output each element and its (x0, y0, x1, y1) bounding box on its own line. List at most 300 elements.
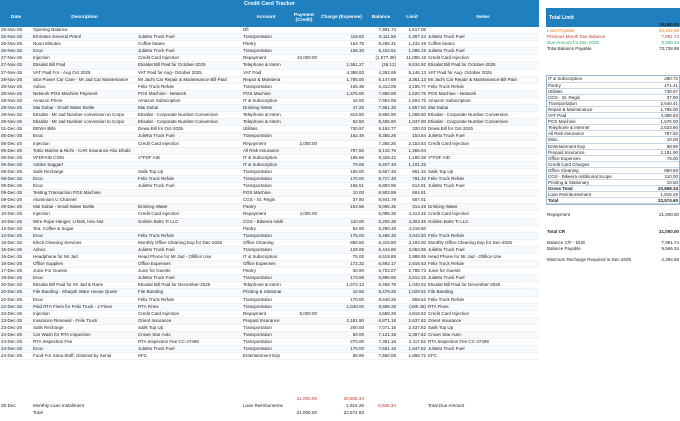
table-row[interactable] (0, 275, 539, 282)
cell[interactable]: Network POS Machine Payment (32, 90, 137, 97)
table-row[interactable] (0, 147, 539, 154)
cell[interactable] (290, 225, 318, 232)
cell[interactable]: 7,561.18 (365, 346, 397, 353)
cell[interactable]: 24-Dec-25 (0, 353, 32, 360)
cell[interactable]: RTA Inspection Fee CC-47498 (137, 339, 242, 346)
cell[interactable]: Enoc (32, 183, 137, 190)
table-row[interactable] (0, 232, 539, 239)
cell[interactable] (318, 310, 365, 317)
cell[interactable]: Enoc (32, 296, 137, 303)
cell[interactable]: 9,095.35 (365, 204, 397, 211)
cell[interactable]: 9,192.77 (365, 126, 397, 133)
cell[interactable]: Head Phone for Mr Jad - Ollifice Use (137, 254, 242, 261)
cell[interactable] (290, 261, 318, 268)
cell[interactable]: Transportation (242, 296, 290, 303)
cell[interactable] (137, 197, 242, 204)
cell[interactable]: 7,391.18 (365, 339, 397, 346)
cell[interactable]: 914.60 (318, 112, 365, 119)
cell[interactable]: IT & Subscription (242, 161, 290, 168)
cell[interactable] (290, 254, 318, 261)
cell[interactable]: 29-Nov-25 (0, 119, 32, 126)
cell[interactable]: Amazon Subscription (137, 97, 242, 104)
cell[interactable]: 1,047.00 (397, 119, 427, 126)
cell[interactable]: 11,086.19 (397, 55, 427, 62)
cell[interactable]: 175.00 (318, 232, 365, 239)
cell[interactable]: 5,205.35 (365, 218, 397, 225)
cell[interactable]: Tokio Marine & Nichi - CAR Insurance Abu Dhabi (32, 147, 137, 154)
cell[interactable]: 06-Dec-25 (0, 154, 32, 161)
cell[interactable]: Transportation (242, 83, 290, 90)
cell[interactable]: 859.52 (397, 296, 427, 303)
cell[interactable]: 4,043.50 (397, 232, 427, 239)
cell[interactable]: 1,557.50 (397, 105, 427, 112)
cell[interactable]: 3,361.13 (397, 76, 427, 83)
cell[interactable]: 8,865.90 (365, 112, 397, 119)
table-row[interactable] (0, 83, 539, 90)
cell[interactable]: File Banding (427, 289, 539, 296)
cell[interactable]: 10,000.00 (290, 55, 318, 62)
table-row[interactable] (0, 133, 539, 140)
cell[interactable]: 787.50 (318, 147, 365, 154)
cell[interactable]: 1,604.75 (397, 97, 427, 104)
cell[interactable]: 2,785.73 (397, 268, 427, 275)
cell[interactable]: 26-Nov-25 (0, 41, 32, 48)
table-row[interactable] (0, 254, 539, 261)
cell[interactable]: Julietto Truck Fuel (427, 275, 539, 282)
table-row[interactable] (0, 48, 539, 55)
cell[interactable]: 156.30 (318, 48, 365, 55)
cell[interactable]: Coffee beans (427, 41, 539, 48)
cell[interactable] (427, 161, 539, 168)
cell[interactable]: 06-Dec-25 (0, 161, 32, 168)
cell[interactable]: 413.45 (397, 204, 427, 211)
cell[interactable]: 1,397.24 (397, 34, 427, 41)
cell[interactable]: 1,099.50 (397, 112, 427, 119)
cell[interactable]: 12-Dec-25 (0, 225, 32, 232)
cell[interactable]: 24-Dec-25 (0, 339, 32, 346)
cell[interactable]: 09-Dec-25 (0, 204, 32, 211)
cell[interactable]: 30.90 (318, 268, 365, 275)
cell[interactable]: 6,896.65 (365, 275, 397, 282)
cell[interactable]: 6,723.07 (365, 268, 397, 275)
cell[interactable]: 614.81 (397, 183, 427, 190)
cell[interactable]: 6,147.69 (365, 76, 397, 83)
cell[interactable]: 29-Nov-25 (0, 105, 32, 112)
cell[interactable] (290, 296, 318, 303)
cell[interactable]: 170.00 (318, 346, 365, 353)
table-row[interactable] (0, 211, 539, 218)
cell[interactable]: Felix Truck Refule (137, 296, 242, 303)
table-row[interactable] (0, 204, 539, 211)
cell[interactable]: Julietto Truck Fuel (427, 34, 539, 41)
cell[interactable]: 270.00 (318, 339, 365, 346)
cell[interactable]: Food For Xana Staff, Ordered by Xenia (32, 353, 137, 360)
cell[interactable]: All Risk Insurance (242, 147, 290, 154)
table-row[interactable] (0, 197, 539, 204)
cell[interactable]: Etisalat Bill Paid for December-2025 (137, 282, 242, 289)
cell[interactable]: Injection (32, 211, 137, 218)
table-row[interactable] (0, 296, 539, 303)
cell[interactable]: 4,218.50 (397, 225, 427, 232)
cell[interactable]: IT & Subscription (242, 154, 290, 161)
cell[interactable]: 47.25 (318, 105, 365, 112)
cell[interactable]: 1,040.00 (318, 303, 365, 310)
cell[interactable]: Mai Dubai - Small Water Bottle (32, 204, 137, 211)
cell[interactable]: Etisalat - Mr Jad Number conversion to Corpo (32, 112, 137, 119)
cell[interactable] (427, 147, 539, 154)
cell[interactable]: 4,000.00 (290, 211, 318, 218)
cell[interactable]: Wire Rope Hanger, U Bolt, Hex Nut (32, 218, 137, 225)
cell[interactable]: CGS - Bikeera Addit (242, 218, 290, 225)
cell[interactable]: Mai Dubai - Small Water Bottle (32, 105, 137, 112)
cell[interactable]: 1,242.49 (397, 41, 427, 48)
cell[interactable]: 1,086.19 (397, 48, 427, 55)
cell[interactable]: Injection (32, 55, 137, 62)
cell[interactable]: 1,785.00 (318, 76, 365, 83)
cell[interactable]: Etisalat Bill Paid for October-2025 (427, 62, 539, 69)
cell[interactable] (290, 239, 318, 246)
cell[interactable] (290, 346, 318, 353)
cell[interactable] (137, 161, 242, 168)
cell[interactable]: KFC (137, 353, 242, 360)
cell[interactable]: 7,355.26 (365, 140, 397, 147)
cell[interactable]: Mai Dubai (427, 105, 539, 112)
cell[interactable] (290, 232, 318, 239)
cell[interactable]: 23-Dec-25 (0, 317, 32, 324)
cell[interactable]: 52.50 (318, 119, 365, 126)
cell[interactable]: IT & Subscription (242, 254, 290, 261)
cell[interactable]: 9,355.26 (365, 133, 397, 140)
cell[interactable]: 17-Dec-25 (0, 268, 32, 275)
cell[interactable]: VAT Paid for Aug- October 2025 (427, 69, 539, 76)
cell[interactable]: IT & Subscription (242, 97, 290, 104)
cell[interactable] (427, 27, 539, 34)
cell[interactable]: 08-Dec-25 (0, 168, 32, 175)
cell[interactable]: Repayment (242, 140, 290, 147)
cell[interactable]: Transportation (242, 34, 290, 41)
cell[interactable]: KFC (427, 353, 539, 360)
cell[interactable]: 8,557.48 (365, 168, 397, 175)
cell[interactable] (290, 303, 318, 310)
cell[interactable]: 16-Dec-25 (0, 261, 32, 268)
cell[interactable]: 172.32 (318, 261, 365, 268)
cell[interactable]: 25-Nov-25 (0, 34, 32, 41)
cell[interactable]: RTA Fines (137, 303, 242, 310)
cell[interactable]: Adnoc (32, 83, 137, 90)
cell[interactable]: DEWA Bills (32, 126, 137, 133)
cell[interactable]: 2,387.62 (397, 332, 427, 339)
cell[interactable]: 22-Dec-25 (0, 303, 32, 310)
cell[interactable]: Etisalat - Corporate Number Conversion (137, 112, 242, 119)
cell[interactable]: Etisalat - Corporate Number Conversion (427, 112, 539, 119)
cell[interactable]: (180.48) (397, 303, 427, 310)
cell[interactable]: Transportation (242, 332, 290, 339)
cell[interactable]: Repair & Maintena (242, 76, 290, 83)
cell[interactable] (290, 246, 318, 253)
cell[interactable]: Credit Card Injection (137, 310, 242, 317)
cell[interactable]: 1,029.52 (397, 289, 427, 296)
cell[interactable] (427, 225, 539, 232)
cell[interactable]: Julietto Truck Fuel (137, 346, 242, 353)
cell[interactable] (290, 76, 318, 83)
table-row[interactable] (0, 90, 539, 97)
cell[interactable]: Car Wash for RTA Inspection (32, 332, 137, 339)
cell[interactable]: Monthly Office Cleaning Exp for Dec-2025 (137, 239, 242, 246)
cell[interactable]: 6,871.18 (365, 317, 397, 324)
cell[interactable]: 6,692.17 (365, 261, 397, 268)
cell[interactable]: 8,111.56 (365, 34, 397, 41)
cell[interactable]: Crown Star Auto (427, 332, 539, 339)
table-row[interactable] (0, 218, 539, 225)
cell[interactable] (290, 282, 318, 289)
table-row[interactable] (0, 310, 539, 317)
cell[interactable]: 2,988.95 (397, 254, 427, 261)
cell[interactable]: Office Expenses (137, 261, 242, 268)
table-row[interactable] (0, 268, 539, 275)
cell[interactable]: Salik Top Up (427, 324, 539, 331)
cell[interactable]: Dewa Bill for Oct-2025 (427, 126, 539, 133)
table-row[interactable] (0, 161, 539, 168)
cell[interactable]: 8,479.28 (365, 289, 397, 296)
table-row[interactable] (0, 105, 539, 112)
table-row[interactable] (0, 34, 539, 41)
cell[interactable]: File Banding - Sharjah Ware House Quote (32, 289, 137, 296)
cell[interactable]: 09-Dec-25 (0, 183, 32, 190)
cell[interactable]: Felix Truck Refule (427, 175, 539, 182)
cell[interactable]: Felix Truck Refule (137, 232, 242, 239)
cell[interactable]: 5,000.00 (290, 310, 318, 317)
cell[interactable]: Entertainment Exp (242, 353, 290, 360)
cell[interactable]: VAT Paid (242, 69, 290, 76)
cell[interactable]: 84.95 (318, 225, 365, 232)
cell[interactable] (290, 126, 318, 133)
cell[interactable]: 4,362.69 (365, 69, 397, 76)
cell[interactable]: 22-Dec-25 (0, 296, 32, 303)
cell[interactable]: Etisalat Bill Paid for December-2025 (427, 282, 539, 289)
cell[interactable]: 3,195.77 (397, 83, 427, 90)
cell[interactable]: 10-Dec-25 (0, 211, 32, 218)
cell[interactable]: 6,444.85 (365, 246, 397, 253)
cell[interactable]: V*FDF AID (427, 154, 539, 161)
cell[interactable]: 9,689.28 (365, 303, 397, 310)
cell[interactable]: 6,313.05 (365, 83, 397, 90)
cell[interactable]: Transportation (242, 168, 290, 175)
cell[interactable]: 16.00 (318, 97, 365, 104)
table-row[interactable] (0, 183, 539, 190)
cell[interactable]: POS Machine (242, 190, 290, 197)
cell[interactable]: Amazon Prime (32, 97, 137, 104)
cell[interactable]: V*FDF AID (137, 154, 242, 161)
cell[interactable]: Prepaid Insurance (242, 317, 290, 324)
cell[interactable]: 8,465.80 (365, 119, 397, 126)
cell[interactable] (290, 133, 318, 140)
cell[interactable]: Julietto Truck Fuel (427, 48, 539, 55)
cell[interactable]: 23-Dec-25 (0, 324, 32, 331)
table-row[interactable] (0, 346, 539, 353)
cell[interactable]: 153.54 (397, 133, 427, 140)
cell[interactable]: 1,101.32 (397, 161, 427, 168)
table-row[interactable] (0, 246, 539, 253)
cell[interactable]: RTA Inspection Fee CC-47498 (427, 339, 539, 346)
cell[interactable]: 567.01 (397, 197, 427, 204)
cell[interactable] (427, 190, 539, 197)
cell[interactable] (290, 83, 318, 90)
cell[interactable]: 7,951.30 (365, 105, 397, 112)
cell[interactable]: 2,637.62 (397, 317, 427, 324)
cell[interactable]: 27-Nov-25 (0, 55, 32, 62)
cell[interactable]: 150.00 (318, 168, 365, 175)
cell[interactable]: 10-Dec-25 (0, 218, 32, 225)
cell[interactable]: 8,422.61 (365, 48, 397, 55)
table-row[interactable] (0, 97, 539, 104)
cell[interactable]: RTA Inspection Fee (32, 339, 137, 346)
cell[interactable]: Dfl (242, 27, 290, 34)
cell[interactable]: Telephone & Intern (242, 112, 290, 119)
cell[interactable]: Juice for Guests (137, 268, 242, 275)
cell[interactable] (290, 183, 318, 190)
cell[interactable]: POS Machine (242, 90, 290, 97)
cell[interactable]: Drinking Water (427, 204, 539, 211)
cell[interactable] (318, 211, 365, 218)
table-row[interactable] (0, 154, 539, 161)
cell[interactable]: 05-Dec-25 (0, 133, 32, 140)
cell[interactable]: Head Phone for Mr Jad - Ollifice Use (427, 254, 539, 261)
table-row[interactable] (0, 339, 539, 346)
cell[interactable]: 8,941.79 (365, 197, 397, 204)
cell[interactable]: 153.56 (318, 204, 365, 211)
cell[interactable]: Julietto Truck Fuel (427, 183, 539, 190)
col-limit[interactable]: Limit (406, 15, 418, 20)
cell[interactable] (290, 62, 318, 69)
col-date[interactable]: Date (10, 15, 22, 20)
cell[interactable]: 129.05 (318, 246, 365, 253)
cell[interactable]: File Banding (137, 289, 242, 296)
cell[interactable]: 1,180.38 (397, 154, 427, 161)
cell[interactable]: 4,689.28 (365, 310, 397, 317)
cell[interactable] (318, 55, 365, 62)
cell[interactable]: 2,612.15 (397, 275, 427, 282)
cell[interactable]: 4,388.83 (318, 69, 365, 76)
cell[interactable]: Repayment (242, 211, 290, 218)
cell[interactable]: 01-Dec-25 (0, 126, 32, 133)
table-row[interactable] (0, 190, 539, 197)
cell[interactable]: 28-Nov-25 (0, 83, 32, 90)
cell[interactable]: Pantry (242, 225, 290, 232)
cell[interactable]: Golden Bolts Tr LLC (427, 218, 539, 225)
cell[interactable]: 27-Nov-25 (0, 62, 32, 69)
cell[interactable]: 7,650.08 (365, 353, 397, 360)
cell[interactable]: 5,095.35 (365, 211, 397, 218)
cell[interactable]: Julietto Truck Fuel (137, 48, 242, 55)
cell[interactable]: 5,465.30 (365, 232, 397, 239)
cell[interactable] (290, 289, 318, 296)
cell[interactable] (290, 112, 318, 119)
table-row[interactable] (0, 69, 539, 76)
cell[interactable]: Orient Insurance (427, 317, 539, 324)
cell[interactable]: 1,858.72 (397, 353, 427, 360)
cell[interactable]: 25-Nov-25 (0, 27, 32, 34)
cell[interactable]: 8,407.48 (365, 161, 397, 168)
cell[interactable]: Juice For Guests (32, 268, 137, 275)
cell[interactable]: 9,534.92 (397, 62, 427, 69)
cell[interactable]: 1,620.75 (397, 90, 427, 97)
cell[interactable] (290, 324, 318, 331)
cell[interactable] (290, 332, 318, 339)
cell[interactable]: 28-Nov-25 (0, 76, 32, 83)
cell[interactable]: 27-Nov-25 (0, 69, 32, 76)
cell[interactable]: Transportation (242, 183, 290, 190)
cell[interactable]: 8,727.48 (365, 175, 397, 182)
cell[interactable]: Emirates General Petrol (32, 34, 137, 41)
cell[interactable]: Office Expenses (242, 261, 290, 268)
cell[interactable]: Julietto Truck Fuel (137, 275, 242, 282)
table-row[interactable] (0, 239, 539, 246)
cell[interactable]: 119.82 (318, 34, 365, 41)
cell[interactable] (290, 41, 318, 48)
cell[interactable]: 28-Nov-25 (0, 90, 32, 97)
cell[interactable] (318, 140, 365, 147)
col-account[interactable]: Account (256, 15, 276, 20)
cell[interactable]: Credit Card Injection (427, 140, 539, 147)
cell[interactable]: Felix Truck Refule (137, 83, 242, 90)
cell[interactable]: 1,040.02 (397, 282, 427, 289)
cell[interactable]: 1,572.13 (318, 282, 365, 289)
cell[interactable]: Felix Truck Refule (137, 175, 242, 182)
cell[interactable]: 200.00 (318, 324, 365, 331)
cell[interactable]: Office Cleaning (242, 239, 290, 246)
cell[interactable] (290, 168, 318, 175)
cell[interactable] (290, 161, 318, 168)
cell[interactable] (290, 119, 318, 126)
cell[interactable]: Injection (32, 140, 137, 147)
table-row[interactable] (0, 289, 539, 296)
cell[interactable]: Golden Bolts Tr LLC (137, 218, 242, 225)
cell[interactable]: 06-Dec-25 (0, 140, 32, 147)
cell[interactable]: 173.58 (318, 275, 365, 282)
cell[interactable]: 2,437.62 (397, 324, 427, 331)
cell[interactable]: 170.00 (318, 175, 365, 182)
cell[interactable]: Telephone & Intern (242, 62, 290, 69)
cell[interactable]: 8,266.31 (365, 41, 397, 48)
cell[interactable]: 781.32 (397, 175, 427, 182)
cell[interactable] (290, 190, 318, 197)
cell[interactable]: Injection (32, 310, 137, 317)
table-row[interactable] (0, 126, 539, 133)
cell[interactable]: Felix Truck Refule (427, 83, 539, 90)
cell[interactable]: 170.00 (318, 296, 365, 303)
table-row[interactable] (0, 55, 539, 62)
cell[interactable]: 50.00 (318, 332, 365, 339)
cell[interactable]: 2,117.62 (397, 339, 427, 346)
cell[interactable]: 10.00 (318, 190, 365, 197)
cell[interactable] (290, 353, 318, 360)
cell[interactable]: Pantry (242, 268, 290, 275)
cell[interactable]: Aluminium U Channel (32, 197, 137, 204)
cell[interactable]: 2,153.54 (397, 140, 427, 147)
cell[interactable]: (26.12) (365, 62, 397, 69)
cell[interactable] (137, 27, 242, 34)
cell[interactable]: 15-Dec-25 (0, 239, 32, 246)
cell[interactable]: 75.00 (318, 254, 365, 261)
cell[interactable]: 3,193.00 (397, 239, 427, 246)
cell[interactable]: 5,146.13 (397, 69, 427, 76)
cell[interactable]: VAT Paid for Aug- October 2025 (137, 69, 242, 76)
cell[interactable]: 4,413.45 (397, 211, 427, 218)
cell[interactable] (137, 190, 242, 197)
cell[interactable]: Julietto Truck Fuel (137, 183, 242, 190)
cell[interactable]: Julietto Truck Fuel (427, 246, 539, 253)
cell[interactable]: POS Machine - Network (137, 90, 242, 97)
